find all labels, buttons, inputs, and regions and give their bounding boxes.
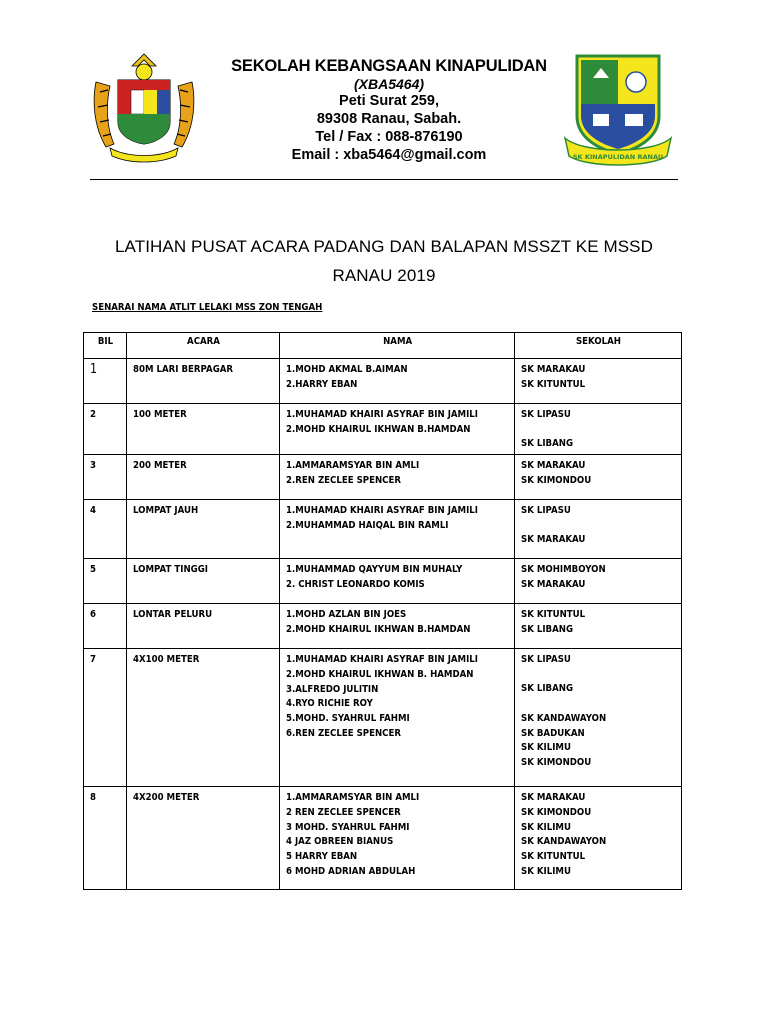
cell-acara: LOMPAT JAUH xyxy=(127,500,280,559)
table-header-row xyxy=(84,333,682,359)
cell-nama xyxy=(280,404,515,455)
school-name-entry: SK MARAKAU xyxy=(521,534,586,546)
school-name-entry: SK KILIMU xyxy=(521,742,572,754)
title-line-1: LATIHAN PUSAT ACARA PADANG DAN BALAPAN MSSZT KE MSSD xyxy=(114,237,653,256)
letterhead xyxy=(0,0,768,185)
athlete-name: 5.MOHD. SYAHRUL FAHMI xyxy=(286,712,410,724)
school-name-entry: SK KIMONDOU xyxy=(521,806,592,818)
table-row xyxy=(84,500,682,559)
header-sekolah: SEKOLAH xyxy=(515,333,682,359)
school-name-entry: SK MOHIMBOYON xyxy=(521,564,606,576)
phone-fax: Tel / Fax : 088-876190 xyxy=(315,129,463,145)
school-name-entry: SK MARAKAU xyxy=(521,460,586,472)
athlete-name: 1.MUHAMAD KHAIRI ASYRAF BIN JAMILI xyxy=(286,409,478,420)
list-heading: SENARAI NAMA ATLIT LELAKI MSS ZON TENGAH xyxy=(92,302,323,313)
cell-sekolah xyxy=(515,359,682,404)
athlete-name: 2.MOHD KHAIRUL IKHWAN B.HAMDAN xyxy=(286,423,471,435)
school-code: (XBA5464) xyxy=(353,76,425,92)
athlete-name: 6 MOHD ADRIAN ABDULAH xyxy=(286,865,416,877)
cell-bil: 5 xyxy=(84,559,127,604)
athlete-name: 1.MUHAMMAD QAYYUM BIN MUHALY xyxy=(286,564,463,576)
athlete-name: 1.MOHD AKMAL B.AIMAN xyxy=(286,364,408,375)
letterhead-divider xyxy=(90,179,678,180)
school-name-entry: SK KIMONDOU xyxy=(521,756,592,768)
cell-acara: 80M LARI BERPAGAR xyxy=(127,359,280,404)
cell-bil: 4 xyxy=(84,500,127,559)
cell-acara: 200 METER xyxy=(127,455,280,500)
cell-nama xyxy=(280,649,515,787)
athlete-table xyxy=(83,332,682,890)
cell-sekolah xyxy=(515,500,682,559)
cell-sekolah xyxy=(515,455,682,500)
cell-sekolah xyxy=(515,559,682,604)
cell-sekolah xyxy=(515,649,682,787)
cell-bil: 6 xyxy=(84,604,127,649)
school-name-entry: SK KILIMU xyxy=(521,865,572,877)
cell-nama xyxy=(280,559,515,604)
table-row xyxy=(84,455,682,500)
athlete-name: 3 MOHD. SYAHRUL FAHMI xyxy=(286,821,410,833)
athlete-name: 2. CHRIST LEONARDO KOMIS xyxy=(286,578,425,590)
cell-sekolah xyxy=(515,604,682,649)
title-line-2: RANAU 2019 xyxy=(332,266,436,285)
athlete-name: 1.MUHAMAD KHAIRI ASYRAF BIN JAMILI xyxy=(286,505,478,517)
cell-acara: LONTAR PELURU xyxy=(127,604,280,649)
athlete-name: 6.REN ZECLEE SPENCER xyxy=(286,727,401,739)
school-name-entry: SK KANDAWAYON xyxy=(521,836,607,848)
cell-bil: 2 xyxy=(84,404,127,455)
athlete-name: 1.AMMARAMSYAR BIN AMLI xyxy=(286,460,420,472)
school-name-entry: SK LIBANG xyxy=(521,623,574,635)
athlete-name: 4 JAZ OBREEN BIANUS xyxy=(286,836,394,848)
school-name-entry: SK KITUNTUL xyxy=(521,378,586,390)
school-name-entry: SK KANDAWAYON xyxy=(521,712,607,724)
table-row xyxy=(84,604,682,649)
coat-of-arms-logo xyxy=(88,52,200,164)
athlete-name: 1.MOHD AZLAN BIN JOES xyxy=(286,609,407,621)
school-name-entry: SK BADUKAN xyxy=(521,727,585,739)
header-nama: NAMA xyxy=(280,333,515,359)
table-body xyxy=(84,359,682,890)
cell-bil: 8 xyxy=(84,787,127,890)
school-name-entry: SK MARAKAU xyxy=(521,364,586,375)
cell-bil: 7 xyxy=(84,649,127,787)
school-name-entry: SK KITUNTUL xyxy=(521,850,586,862)
school-name: SEKOLAH KEBANGSAAN KINAPULIDAN xyxy=(231,57,547,75)
athlete-name: 2.MOHD KHAIRUL IKHWAN B. HAMDAN xyxy=(286,668,474,680)
document-title xyxy=(60,232,708,290)
cell-acara: 4X200 METER xyxy=(127,787,280,890)
cell-nama xyxy=(280,500,515,559)
crest-banner-text: SK KINAPULIDAN RANAU xyxy=(572,153,664,161)
school-name-entry: SK LIPASU xyxy=(521,505,572,517)
cell-bil: 3 xyxy=(84,455,127,500)
school-name-entry: SK LIPASU xyxy=(521,654,572,666)
school-name-entry: SK KIMONDOU xyxy=(521,474,592,486)
athlete-name: 2.REN ZECLEE SPENCER xyxy=(286,474,401,486)
school-name-entry: SK MARAKAU xyxy=(521,792,586,804)
address-line-1: Peti Surat 259, xyxy=(339,93,439,109)
header-acara: ACARA xyxy=(127,333,280,359)
table-row xyxy=(84,649,682,787)
school-name-entry: SK KITUNTUL xyxy=(521,609,586,621)
table-row xyxy=(84,359,682,404)
athlete-name: 1.MUHAMAD KHAIRI ASYRAF BIN JAMILI xyxy=(286,654,478,666)
cell-sekolah xyxy=(515,787,682,890)
school-name-entry: SK KILIMU xyxy=(521,821,572,833)
athlete-name: 2 REN ZECLEE SPENCER xyxy=(286,806,401,818)
athlete-name: 5 HARRY EBAN xyxy=(286,850,358,862)
athlete-name: 2.MOHD KHAIRUL IKHWAN B.HAMDAN xyxy=(286,623,471,635)
table-row xyxy=(84,787,682,890)
cell-acara: LOMPAT TINGGI xyxy=(127,559,280,604)
school-info xyxy=(200,56,578,164)
cell-acara: 4X100 METER xyxy=(127,649,280,787)
cell-sekolah xyxy=(515,404,682,455)
school-crest-logo xyxy=(563,50,673,168)
school-name-entry: SK LIBANG xyxy=(521,683,574,695)
athlete-name: 1.AMMARAMSYAR BIN AMLI xyxy=(286,792,420,804)
athlete-name: 4.RYO RICHIE ROY xyxy=(286,698,373,710)
school-name-entry: SK LIPASU xyxy=(521,409,572,420)
athlete-name: 3.ALFREDO JULITIN xyxy=(286,683,379,695)
table-row xyxy=(84,559,682,604)
school-name-entry: SK LIBANG xyxy=(521,438,574,450)
address-line-2: 89308 Ranau, Sabah. xyxy=(316,111,462,127)
school-name-entry: SK MARAKAU xyxy=(521,578,586,590)
cell-acara: 100 METER xyxy=(127,404,280,455)
cell-bil: 1 xyxy=(84,359,127,404)
table-row xyxy=(84,404,682,455)
athlete-name: 2.HARRY EBAN xyxy=(286,378,358,390)
header-bil: BIL xyxy=(84,333,127,359)
email: Email : xba5464@gmail.com xyxy=(291,147,487,163)
cell-nama xyxy=(280,787,515,890)
athlete-name: 2.MUHAMMAD HAIQAL BIN RAMLI xyxy=(286,519,449,531)
cell-nama xyxy=(280,359,515,404)
cell-nama xyxy=(280,604,515,649)
cell-nama xyxy=(280,455,515,500)
